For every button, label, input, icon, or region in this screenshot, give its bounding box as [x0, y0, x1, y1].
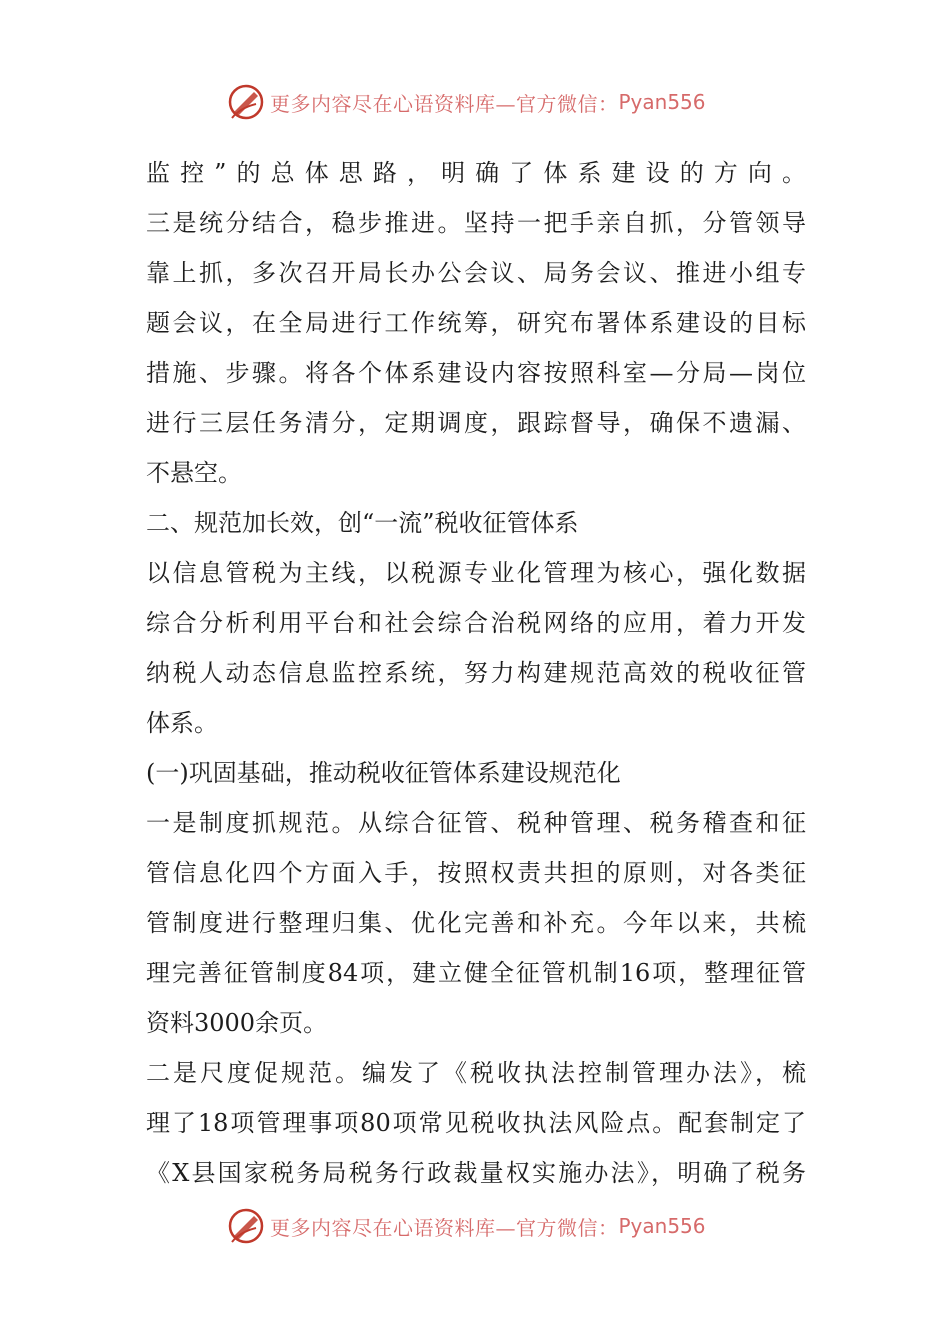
banner-wechat-id: Pyan556: [618, 90, 706, 114]
body-line: 理了18项管理事项80项常见税收执法风险点。配套制定了: [146, 1109, 806, 1137]
body-line: 靠上抓，多次召开局长办公会议、局务会议、推进小组专: [146, 259, 806, 287]
body-line: 三是统分结合，稳步推进。坚持一把手亲自抓，分管领导: [146, 209, 806, 237]
body-line: 以信息管税为主线，以税源专业化管理为核心，强化数据: [146, 559, 806, 587]
body-line: 体系。: [146, 709, 218, 737]
body-line: 措施、步骤。将各个体系建设内容按照科室—分局—岗位: [146, 359, 806, 387]
pen-logo-icon: [226, 1206, 266, 1246]
banner-text: 更多内容尽在心语资料库—官方微信：: [270, 91, 619, 116]
document-body: [146, 150, 806, 1200]
footer-banner: [226, 1204, 746, 1248]
body-line: 综合分析利用平台和社会综合治税网络的应用，着力开发: [146, 609, 806, 637]
body-line: 资料3000余页。: [146, 1009, 328, 1037]
pen-logo-icon: [226, 82, 266, 122]
body-line: 监控”的总体思路，明确了体系建设的方向。: [146, 159, 806, 187]
body-line: 不悬空。: [146, 459, 242, 487]
body-line: 理完善征管制度84项，建立健全征管机制16项，整理征管: [146, 959, 806, 987]
body-line: 二是尺度促规范。编发了《税收执法控制管理办法》，梳: [146, 1059, 806, 1087]
body-line: 管制度进行整理归集、优化完善和补充。今年以来，共梳: [146, 909, 806, 937]
section-heading: 二、规范加长效，创“一流”税收征管体系: [146, 509, 579, 537]
body-line: 纳税人动态信息监控系统，努力构建规范高效的税收征管: [146, 659, 806, 687]
body-line: 《X县国家税务局税务行政裁量权实施办法》，明确了税务: [146, 1159, 806, 1187]
body-line: 管信息化四个方面入手，按照权责共担的原则，对各类征: [146, 859, 806, 887]
body-line: 进行三层任务清分，定期调度，跟踪督导，确保不遗漏、: [146, 409, 806, 437]
banner-wechat-id: Pyan556: [618, 1214, 706, 1238]
body-line: 题会议，在全局进行工作统筹，研究布署体系建设的目标: [146, 309, 806, 337]
header-banner: [226, 80, 746, 124]
banner-text: 更多内容尽在心语资料库—官方微信：: [270, 1215, 619, 1240]
body-line: 一是制度抓规范。从综合征管、税种管理、税务稽查和征: [146, 809, 806, 837]
subsection-heading: (一)巩固基础，推动税收征管体系建设规范化: [146, 759, 621, 787]
